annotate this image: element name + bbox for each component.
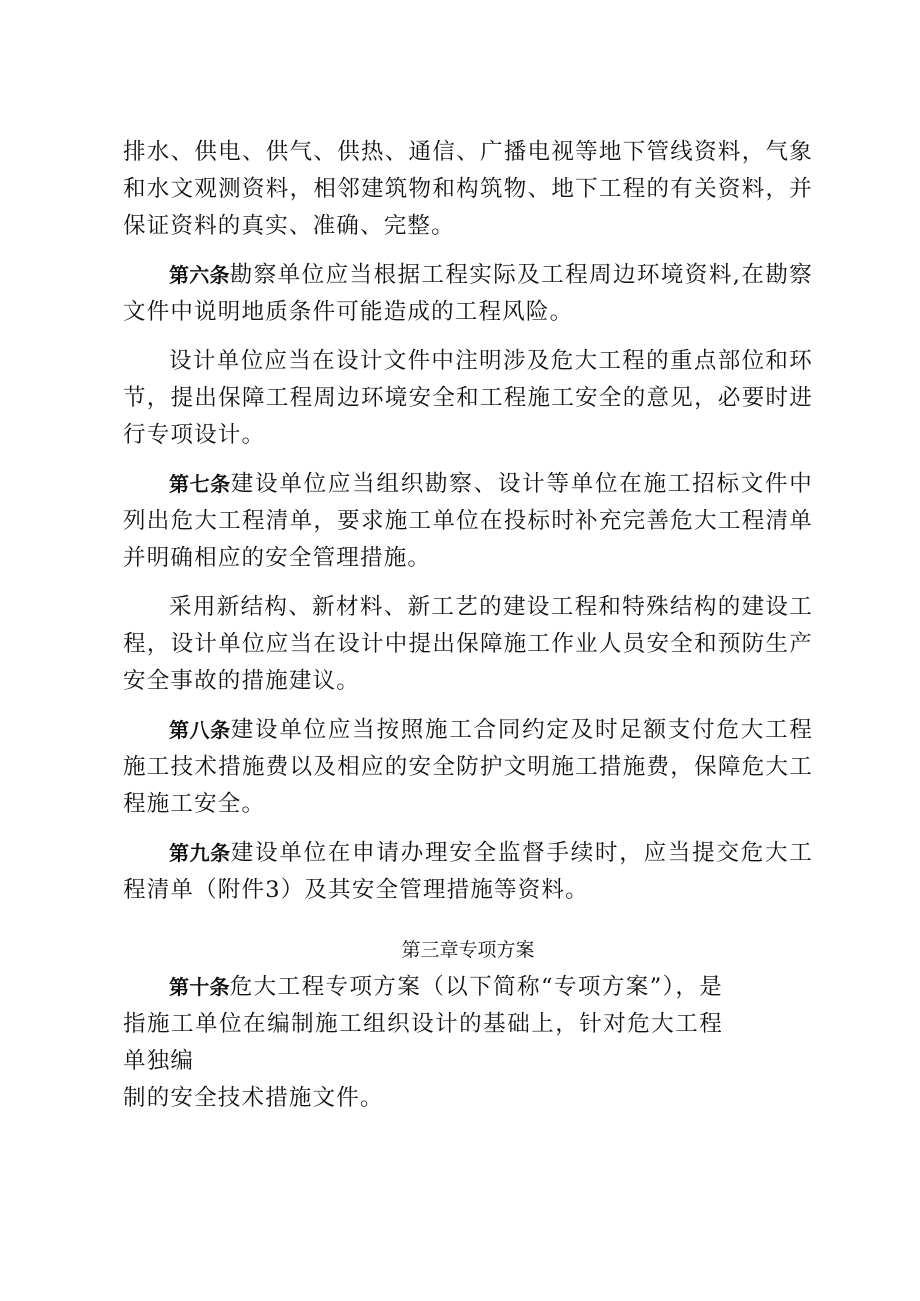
article-7: [123, 466, 813, 577]
article-7-label: 第七条: [169, 472, 231, 496]
article-6-text: 勘察单位应当根据工程实际及工程周边环境资料,在勘察文件中说明地质条件可能造成的工程风险。: [123, 262, 814, 325]
article-9: [123, 835, 813, 909]
design-paragraph: 设计单位应当在设计文件中注明涉及危大工程的重点部位和环节，提出保障工程周边环境安全和工程施工安全的意见，必要时进行专项设计。: [123, 348, 813, 448]
new-structure-paragraph: 采用新结构、新材料、新工艺的建设工程和特殊结构的建设工程，设计单位应当在设计中提出保障施工作业人员安全和预防生产安全事故的措施建议。: [123, 594, 813, 694]
article-6-label: 第六条: [169, 263, 230, 287]
article-10-label: 第十条: [169, 975, 230, 999]
article-9-text: 建设单位在申请办理安全监督手续时，应当提交危大工程清单（附件3）及其安全管理措施等资料。: [123, 840, 814, 903]
article-8-label: 第八条: [169, 718, 231, 742]
article-7-text: 建设单位应当组织勘察、设计等单位在施工招标文件中列出危大工程清单，要求施工单位在投标时补充完善危大工程清单并明确相应的安全管理措施。: [123, 471, 814, 571]
article-6: [123, 257, 813, 331]
article-9-label: 第九条: [169, 841, 231, 865]
article-10-text: 危大工程专项方案（以下简称“专项方案”），是指施工单位在编制施工组织设计的基础上，针对危大工程单独编: [123, 974, 724, 1074]
last-paragraph: 制的安全技术措施文件。: [123, 1085, 384, 1111]
article-10: [123, 969, 723, 1080]
chapter-heading: 第三章专项方案: [401, 939, 535, 961]
article-8: [123, 712, 813, 823]
article-8-text: 建设单位应当按照施工合同约定及时足额支付危大工程施工技术措施费以及相应的安全防护文明施工措施费，保障危大工程施工安全。: [123, 717, 814, 817]
document-body: [123, 134, 813, 1117]
intro-paragraph: 排水、供电、供气、供热、通信、广播电视等地下管线资料，气象和水文观测资料，相邻建筑物和构筑物、地下工程的有关资料，并保证资料的真实、准确、完整。: [123, 139, 813, 239]
